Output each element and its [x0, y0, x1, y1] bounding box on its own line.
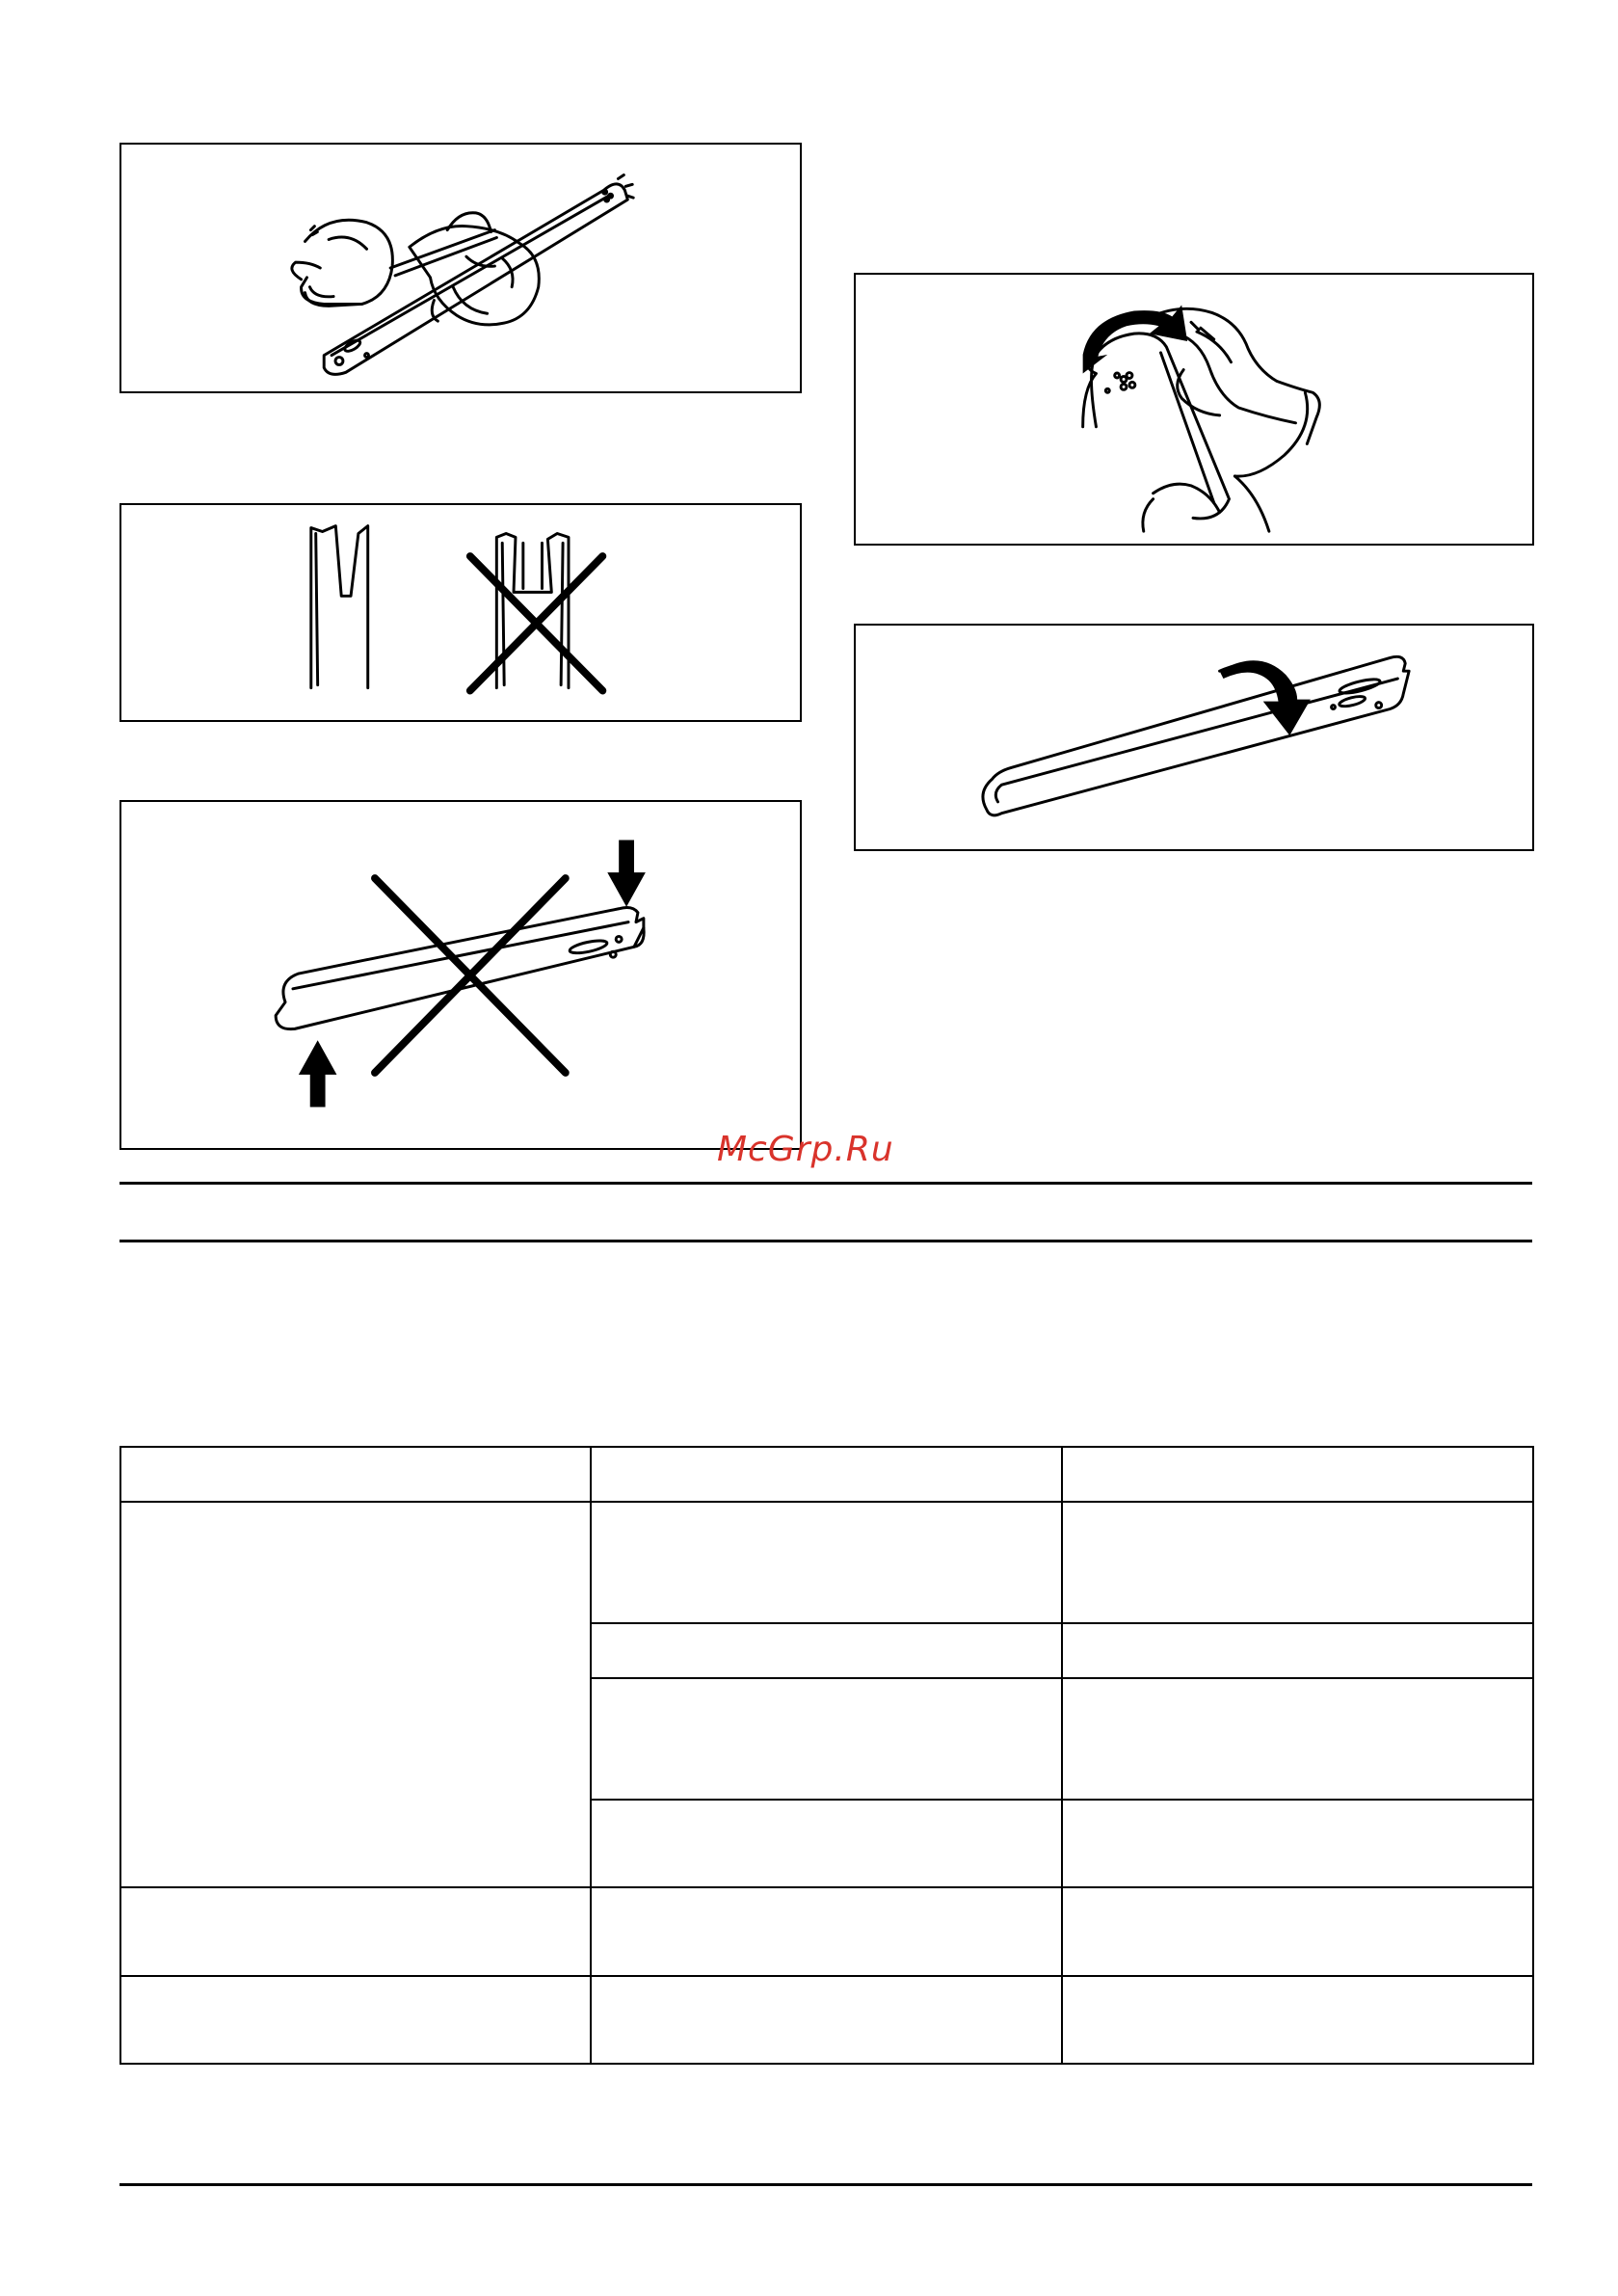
table-cell [591, 1502, 1062, 1623]
table-cell [591, 1678, 1062, 1800]
table-header-cell [120, 1447, 591, 1502]
figure-bar-rail-turning [854, 273, 1534, 546]
table-row [120, 1502, 1533, 1623]
table-header-cell [591, 1447, 1062, 1502]
table-cell [120, 1976, 591, 2064]
figure-bar-pressure-crossed [119, 800, 802, 1150]
table-cell [591, 1887, 1062, 1976]
table-cell [591, 1623, 1062, 1678]
section-rule-top [119, 1182, 1532, 1185]
footer-rule [119, 2183, 1532, 2186]
figure-filing-bar [119, 143, 802, 393]
troubleshooting-table [119, 1446, 1534, 2065]
table-cell [591, 1976, 1062, 2064]
table-row [120, 1887, 1533, 1976]
table-header-cell [1062, 1447, 1533, 1502]
table-cell [1062, 1800, 1533, 1887]
bar-flip-illustration [856, 626, 1532, 849]
table-cell [1062, 1502, 1533, 1623]
table-cell [120, 1887, 591, 1976]
filing-bar-illustration [121, 145, 800, 391]
table-cell [1062, 1678, 1533, 1800]
table-row [120, 1976, 1533, 2064]
figure-bar-flip [854, 624, 1534, 851]
figure-groove-profiles [119, 503, 802, 722]
table-header-row [120, 1447, 1533, 1502]
table-cell [1062, 1887, 1533, 1976]
table-cell [591, 1800, 1062, 1887]
bar-pressure-illustration [121, 802, 800, 1148]
table-cell [1062, 1623, 1533, 1678]
groove-profile-illustration [121, 505, 800, 720]
watermark-text: McGrp.Ru [717, 1130, 894, 1169]
section-rule-bottom [119, 1240, 1532, 1242]
table-cell [120, 1502, 591, 1887]
table-cell [1062, 1976, 1533, 2064]
bar-rail-illustration [856, 275, 1532, 544]
